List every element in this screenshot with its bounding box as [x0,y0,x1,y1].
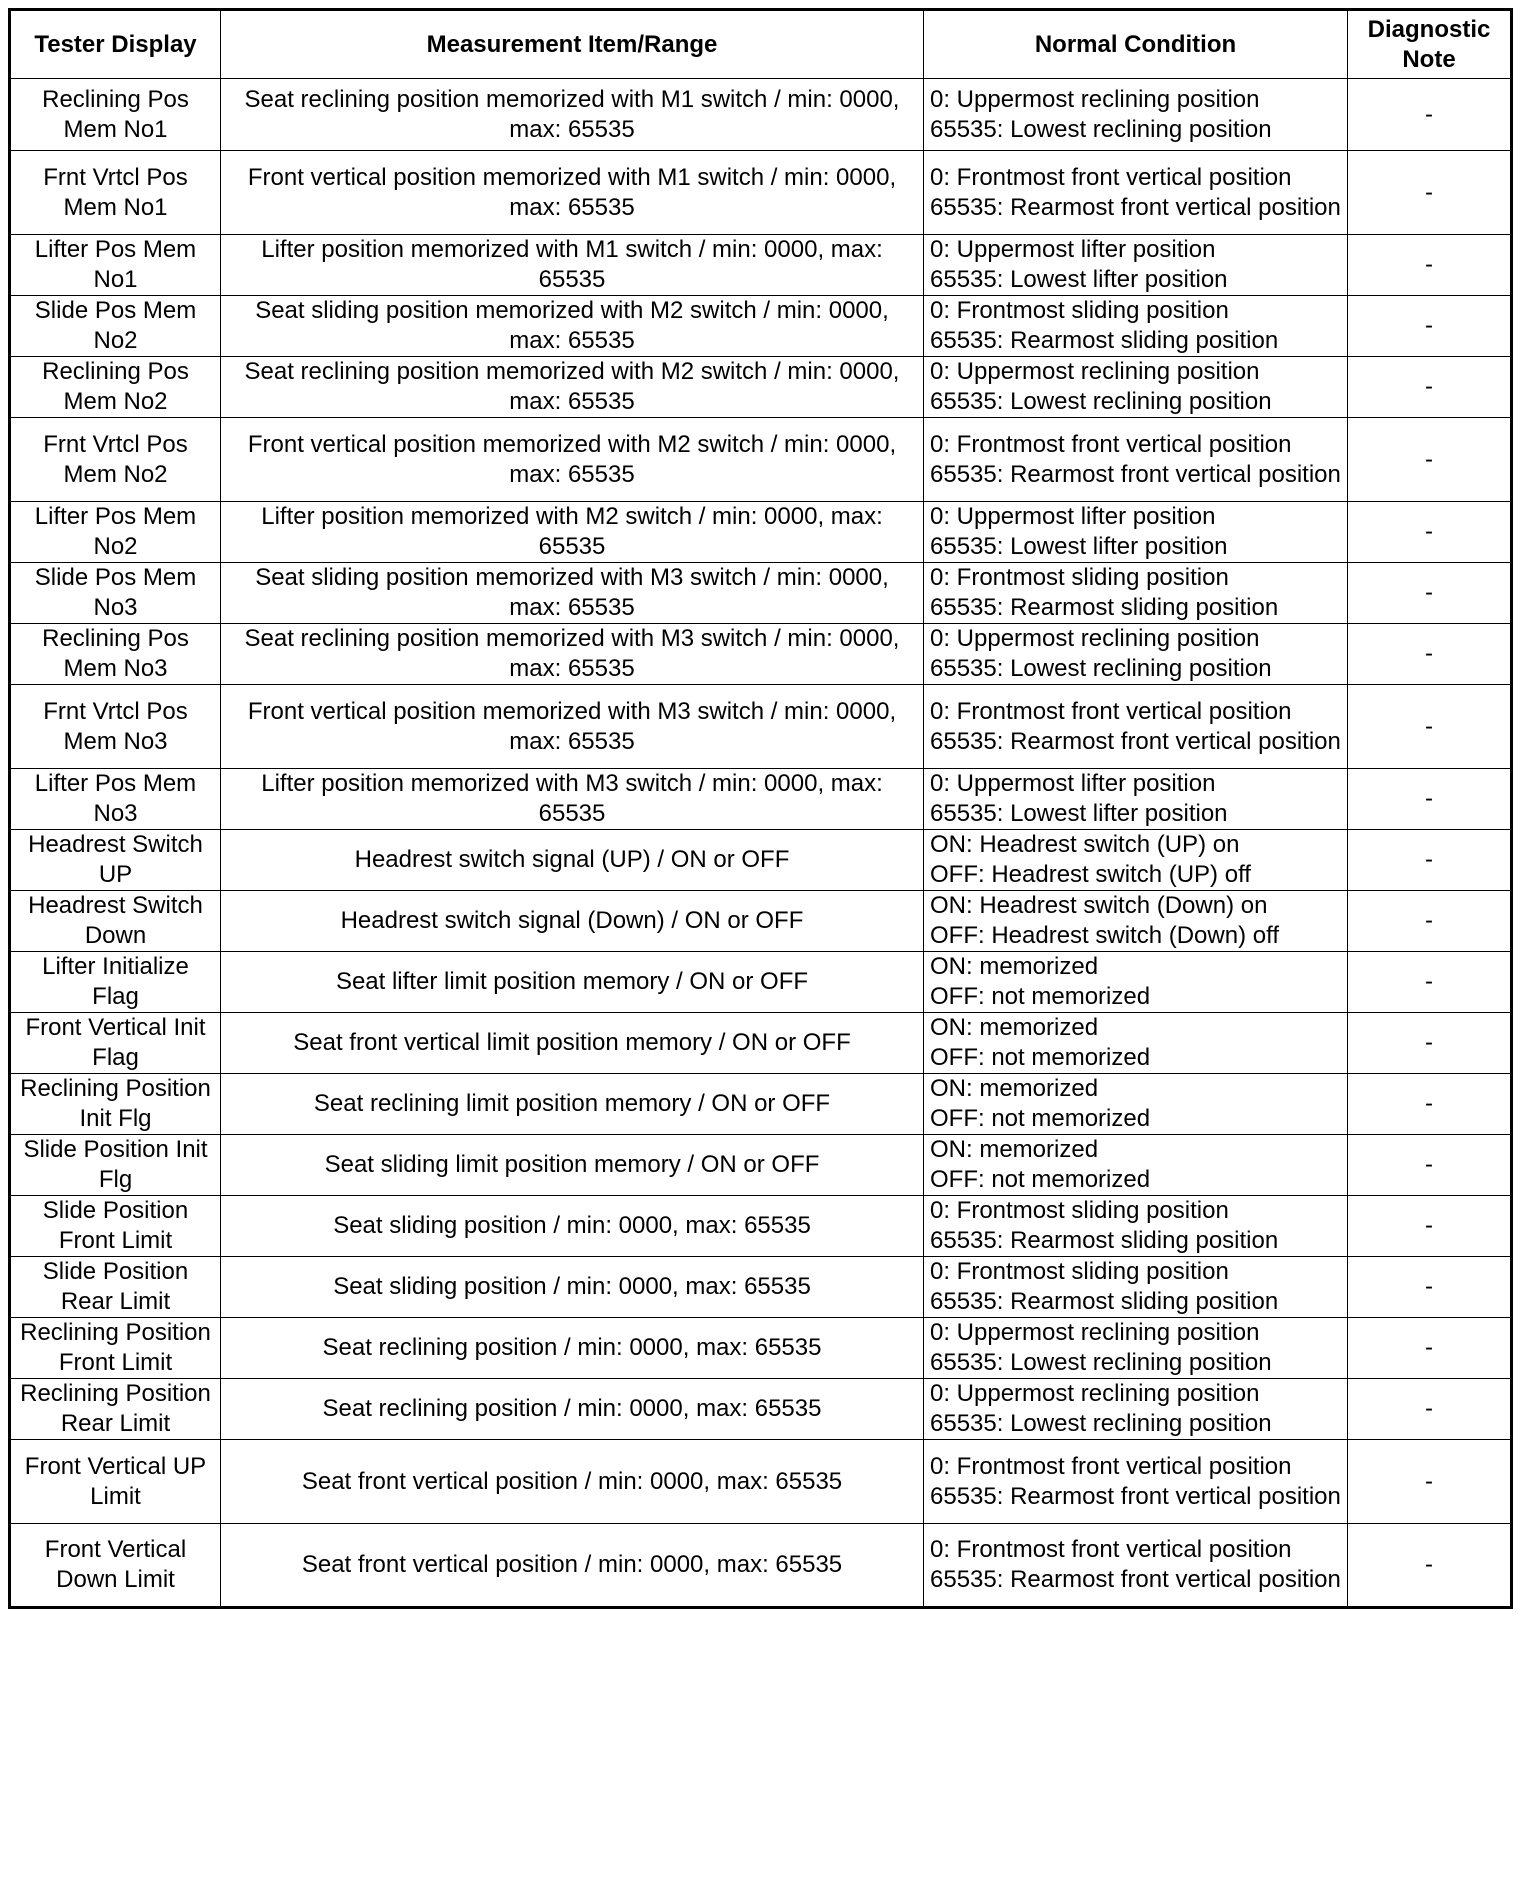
normal-condition-line: 65535: Lowest reclining position [930,655,1272,682]
normal-condition-line: ON: Headrest switch (Down) on [930,892,1268,919]
normal-condition-line: 65535: Lowest lifter position [930,533,1228,560]
table-row [10,769,1512,830]
table-row [10,151,1512,235]
normal-condition-line: 65535: Rearmost front vertical position [930,1482,1341,1510]
normal-condition-line: 65535: Rearmost front vertical position [930,727,1341,755]
header-tester-display: Tester Display [10,10,221,79]
diagnostic-note-cell: - [1348,1074,1512,1135]
diagnostic-note-cell: - [1348,1135,1512,1196]
diagnostic-note-cell: - [1348,1257,1512,1318]
normal-condition-line: 0: Frontmost front vertical position [930,1536,1292,1563]
tester-display-cell: Reclining Position Front Limit [10,1318,221,1379]
normal-condition-line: 65535: Rearmost front vertical position [930,193,1341,221]
diagnostic-note-cell: - [1348,1196,1512,1257]
normal-condition-cell [924,685,1348,769]
tester-display-cell: Lifter Initialize Flag [10,952,221,1013]
diagnostic-note-cell: - [1348,357,1512,418]
diagnostic-note-cell: - [1348,1013,1512,1074]
normal-condition-line: 0: Frontmost front vertical position [930,1452,1292,1480]
normal-condition-line: 0: Uppermost lifter position [930,770,1216,797]
normal-condition-line: 65535: Lowest reclining position [930,1349,1272,1376]
tester-display-cell: Reclining Pos Mem No3 [10,624,221,685]
tester-display-cell: Headrest Switch UP [10,830,221,891]
table-row [10,1524,1512,1608]
measurement-item-cell: Seat reclining position / min: 0000, max: 65535 [221,1379,924,1440]
normal-condition-cell [924,296,1348,357]
normal-condition-line: OFF: Headrest switch (Down) off [930,922,1279,949]
normal-condition-line: ON: memorized [930,1075,1099,1102]
measurement-item-cell: Front vertical position memorized with M3 switch / min: 0000, max: 65535 [221,685,924,769]
tester-display-cell: Reclining Pos Mem No2 [10,357,221,418]
normal-condition-cell [924,1257,1348,1318]
tester-display-cell: Lifter Pos Mem No3 [10,769,221,830]
measurement-item-cell: Lifter position memorized with M2 switch / min: 0000, max: 65535 [221,502,924,563]
normal-condition-line: ON: memorized [930,1014,1099,1041]
diagnostic-note-cell: - [1348,891,1512,952]
normal-condition-cell [924,1074,1348,1135]
diagnostic-note-cell: - [1348,235,1512,296]
tester-display-cell: Reclining Position Init Flg [10,1074,221,1135]
normal-condition-cell [924,1379,1348,1440]
normal-condition-line: 0: Uppermost lifter position [930,236,1216,263]
tester-display-cell: Front Vertical Init Flag [10,1013,221,1074]
table-row [10,1074,1512,1135]
normal-condition-line: 65535: Rearmost front vertical position [930,460,1341,488]
normal-condition-line: OFF: not memorized [930,1166,1151,1193]
tester-display-cell: Frnt Vrtcl Pos Mem No3 [10,685,221,769]
table-body [10,79,1512,1608]
tester-display-cell: Headrest Switch Down [10,891,221,952]
normal-condition-cell [924,151,1348,235]
table-row [10,1318,1512,1379]
normal-condition-line: OFF: not memorized [930,1105,1151,1132]
table-row [10,563,1512,624]
table-row [10,502,1512,563]
diagnostic-note-cell: - [1348,418,1512,502]
diagnostic-note-cell: - [1348,79,1512,151]
data-list-table [8,8,1513,1609]
measurement-item-cell: Seat sliding position memorized with M2 switch / min: 0000, max: 65535 [221,296,924,357]
table-row [10,418,1512,502]
normal-condition-cell [924,357,1348,418]
diagnostic-note-cell: - [1348,1379,1512,1440]
normal-condition-cell [924,1196,1348,1257]
diagnostic-note-cell: - [1348,685,1512,769]
measurement-item-cell: Seat reclining position memorized with M3 switch / min: 0000, max: 65535 [221,624,924,685]
normal-condition-cell [924,1135,1348,1196]
normal-condition-line: 0: Uppermost reclining position [930,1380,1260,1407]
tester-display-cell: Slide Pos Mem No2 [10,296,221,357]
measurement-item-cell: Seat sliding position / min: 0000, max: 65535 [221,1257,924,1318]
normal-condition-line: 0: Uppermost reclining position [930,358,1260,385]
normal-condition-line: 65535: Lowest reclining position [930,388,1272,415]
table-row [10,235,1512,296]
normal-condition-cell [924,891,1348,952]
diagnostic-note-cell: - [1348,624,1512,685]
diagnostic-note-cell: - [1348,830,1512,891]
table-row [10,357,1512,418]
normal-condition-cell [924,563,1348,624]
diagnostic-note-cell: - [1348,296,1512,357]
diagnostic-note-cell: - [1348,563,1512,624]
tester-display-cell: Reclining Pos Mem No1 [10,79,221,151]
normal-condition-line: 65535: Rearmost sliding position [930,1227,1279,1254]
measurement-item-cell: Seat lifter limit position memory / ON or OFF [221,952,924,1013]
table-row [10,1135,1512,1196]
tester-display-cell: Frnt Vrtcl Pos Mem No1 [10,151,221,235]
table-row [10,685,1512,769]
table-row [10,830,1512,891]
measurement-item-cell: Seat front vertical position / min: 0000, max: 65535 [221,1524,924,1608]
normal-condition-cell [924,1013,1348,1074]
table-row [10,1013,1512,1074]
measurement-item-cell: Seat front vertical position / min: 0000, max: 65535 [221,1440,924,1524]
normal-condition-line: ON: memorized [930,1136,1099,1163]
table-row [10,891,1512,952]
measurement-item-cell: Seat reclining position memorized with M1 switch / min: 0000, max: 65535 [221,79,924,151]
normal-condition-line: OFF: not memorized [930,1044,1151,1071]
normal-condition-cell [924,418,1348,502]
normal-condition-cell [924,769,1348,830]
normal-condition-line: 65535: Lowest lifter position [930,266,1228,293]
tester-display-cell: Slide Position Rear Limit [10,1257,221,1318]
table-header-row [10,10,1512,79]
normal-condition-line: 65535: Lowest reclining position [930,1410,1272,1437]
measurement-item-cell: Lifter position memorized with M3 switch / min: 0000, max: 65535 [221,769,924,830]
tester-display-cell: Slide Position Init Flg [10,1135,221,1196]
measurement-item-cell: Lifter position memorized with M1 switch / min: 0000, max: 65535 [221,235,924,296]
normal-condition-line: 65535: Rearmost sliding position [930,594,1279,621]
normal-condition-cell [924,79,1348,151]
normal-condition-line: 0: Frontmost front vertical position [930,163,1292,191]
measurement-item-cell: Seat sliding position memorized with M3 switch / min: 0000, max: 65535 [221,563,924,624]
normal-condition-line: 65535: Rearmost front vertical position [930,1566,1341,1593]
measurement-item-cell: Seat sliding limit position memory / ON or OFF [221,1135,924,1196]
diagnostic-note-cell: - [1348,1318,1512,1379]
table-row [10,1379,1512,1440]
normal-condition-cell [924,624,1348,685]
measurement-item-cell: Seat front vertical limit position memory / ON or OFF [221,1013,924,1074]
normal-condition-line: 65535: Lowest lifter position [930,800,1228,827]
header-normal-condition: Normal Condition [924,10,1348,79]
diagnostic-note-cell: - [1348,151,1512,235]
normal-condition-line: 0: Frontmost front vertical position [930,697,1292,725]
normal-condition-cell [924,1524,1348,1608]
normal-condition-cell [924,235,1348,296]
header-diagnostic-note: Diagnostic Note [1348,10,1512,79]
normal-condition-line: OFF: Headrest switch (UP) off [930,861,1251,888]
data-list-table-container [8,8,1510,1609]
tester-display-cell: Lifter Pos Mem No2 [10,502,221,563]
normal-condition-line: 0: Frontmost sliding position [930,1258,1229,1285]
table-row [10,952,1512,1013]
normal-condition-cell [924,1440,1348,1524]
normal-condition-cell [924,1318,1348,1379]
normal-condition-line: 0: Uppermost lifter position [930,503,1216,530]
table-row [10,1440,1512,1524]
normal-condition-cell [924,502,1348,563]
normal-condition-line: OFF: not memorized [930,983,1151,1010]
normal-condition-line: 0: Frontmost front vertical position [930,430,1292,458]
tester-display-cell: Frnt Vrtcl Pos Mem No2 [10,418,221,502]
measurement-item-cell: Headrest switch signal (UP) / ON or OFF [221,830,924,891]
measurement-item-cell: Seat sliding position / min: 0000, max: 65535 [221,1196,924,1257]
normal-condition-line: 65535: Lowest reclining position [930,115,1272,143]
normal-condition-line: 65535: Rearmost sliding position [930,1288,1279,1315]
tester-display-cell: Reclining Position Rear Limit [10,1379,221,1440]
normal-condition-line: 0: Frontmost sliding position [930,1197,1229,1224]
table-row [10,1257,1512,1318]
normal-condition-cell [924,952,1348,1013]
header-measurement-item: Measurement Item/Range [221,10,924,79]
normal-condition-line: 0: Uppermost reclining position [930,625,1260,652]
tester-display-cell: Slide Position Front Limit [10,1196,221,1257]
diagnostic-note-cell: - [1348,1440,1512,1524]
table-row [10,296,1512,357]
tester-display-cell: Front Vertical UP Limit [10,1440,221,1524]
measurement-item-cell: Front vertical position memorized with M2 switch / min: 0000, max: 65535 [221,418,924,502]
normal-condition-line: 0: Uppermost reclining position [930,85,1260,113]
normal-condition-line: 0: Frontmost sliding position [930,297,1229,324]
diagnostic-note-cell: - [1348,769,1512,830]
measurement-item-cell: Seat reclining position memorized with M2 switch / min: 0000, max: 65535 [221,357,924,418]
measurement-item-cell: Seat reclining position / min: 0000, max: 65535 [221,1318,924,1379]
normal-condition-line: 0: Frontmost sliding position [930,564,1229,591]
tester-display-cell: Slide Pos Mem No3 [10,563,221,624]
table-row [10,79,1512,151]
measurement-item-cell: Front vertical position memorized with M1 switch / min: 0000, max: 65535 [221,151,924,235]
tester-display-cell: Front Vertical Down Limit [10,1524,221,1608]
normal-condition-line: ON: memorized [930,953,1099,980]
measurement-item-cell: Seat reclining limit position memory / ON or OFF [221,1074,924,1135]
normal-condition-line: ON: Headrest switch (UP) on [930,831,1240,858]
diagnostic-note-cell: - [1348,502,1512,563]
normal-condition-line: 65535: Rearmost sliding position [930,327,1279,354]
normal-condition-line: 0: Uppermost reclining position [930,1319,1260,1346]
measurement-item-cell: Headrest switch signal (Down) / ON or OFF [221,891,924,952]
table-row [10,624,1512,685]
diagnostic-note-cell: - [1348,952,1512,1013]
normal-condition-cell [924,830,1348,891]
diagnostic-note-cell: - [1348,1524,1512,1608]
table-row [10,1196,1512,1257]
tester-display-cell: Lifter Pos Mem No1 [10,235,221,296]
